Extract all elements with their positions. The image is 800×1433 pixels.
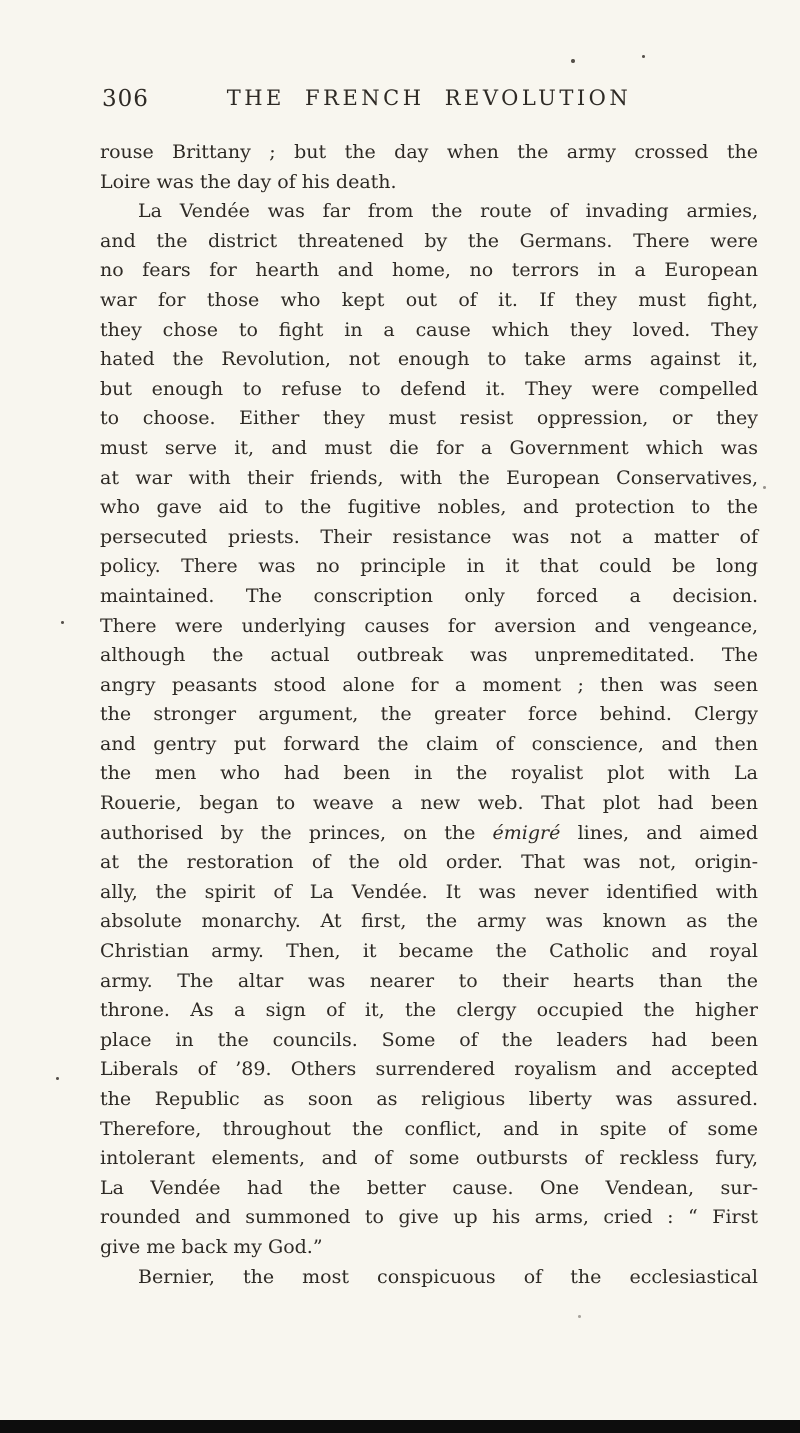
text-run: Therefore, throughout the conflict, and in spite of some [100, 1117, 758, 1140]
text-run: must serve it, and must die for a Government which was [100, 436, 758, 459]
text-run: at war with their friends, with the European Conservatives, [100, 466, 758, 489]
text-run: ally, the spirit of La Vendée. It was never identified with [100, 880, 758, 903]
text-run: intolerant elements, and of some outbursts of reckless fury, [100, 1147, 758, 1170]
text-run: hated the Revolution, not enough to take arms against it, [100, 348, 758, 371]
text-line [100, 996, 758, 1026]
text-line [100, 730, 758, 760]
text-line [100, 848, 758, 878]
text-line [100, 1055, 758, 1085]
text-run: the stronger argument, the greater force behind. Clergy [100, 703, 758, 726]
text-run: persecuted priests. Their resistance was not a matter of [100, 525, 758, 548]
text-line [100, 434, 758, 464]
text-line [100, 612, 758, 642]
text-line [100, 552, 758, 582]
text-run: they chose to fight in a cause which they loved. They [100, 318, 758, 341]
text-line [100, 168, 758, 198]
text-line [100, 819, 758, 849]
text-line [100, 138, 758, 168]
text-line [100, 582, 758, 612]
text-line [100, 523, 758, 553]
page-number: 306 [102, 86, 149, 112]
text-run: Rouerie, began to weave a new web. That plot had been [100, 792, 758, 815]
text-run: although the actual outbreak was unpremeditated. The [100, 644, 758, 667]
text-line [100, 227, 758, 257]
text-run: the men who had been in the royalist plot with La [100, 762, 758, 785]
text-line [100, 1263, 758, 1293]
text-run: but enough to refuse to defend it. They were compelled [100, 377, 758, 400]
text-line [100, 641, 758, 671]
text-line [100, 1026, 758, 1056]
text-run: and gentry put forward the claim of conscience, and then [100, 732, 758, 755]
text-run: angry peasants stood alone for a moment ; then was seen [100, 673, 758, 696]
text-run: La Vendée was far from the route of invading armies, [138, 200, 758, 223]
text-line [100, 1085, 758, 1115]
text-run: lines, and aimed [560, 821, 758, 844]
scan-speck [642, 55, 645, 58]
text-line [100, 316, 758, 346]
text-run: throne. As a sign of it, the clergy occupied the higher [100, 999, 758, 1022]
scan-speck [571, 59, 575, 63]
text-run: maintained. The conscription only forced a decision. [100, 584, 758, 607]
scan-speck [578, 1315, 581, 1318]
text-line [100, 493, 758, 523]
text-line [100, 1233, 758, 1263]
text-run: Bernier, the most conspicuous of the ecclesiastical [138, 1265, 758, 1288]
text-line [100, 464, 758, 494]
text-line [100, 789, 758, 819]
text-line [100, 345, 758, 375]
text-line [100, 878, 758, 908]
running-title: THE FRENCH REVOLUTION [226, 86, 632, 110]
scan-speck [61, 621, 64, 624]
text-run: at the restoration of the old order. That was not, origin- [100, 851, 758, 874]
text-run: who gave aid to the fugitive nobles, and protection to the [100, 496, 758, 519]
text-run: Christian army. Then, it became the Catholic and royal [100, 940, 758, 963]
text-run: army. The altar was nearer to their hearts than the [100, 969, 758, 992]
text-run: no fears for hearth and home, no terrors in a European [100, 259, 758, 282]
text-run: to choose. Either they must resist oppression, or they [100, 407, 758, 430]
text-line [100, 1115, 758, 1145]
text-line [100, 375, 758, 405]
text-line [100, 1203, 758, 1233]
text-line [100, 967, 758, 997]
text-run: rouse Brittany ; but the day when the army crossed the [100, 141, 758, 163]
text-run: La Vendée had the better cause. One Vendean, sur- [100, 1176, 758, 1199]
text-line [100, 256, 758, 286]
text-run: the Republic as soon as religious liberty was assured. [100, 1088, 758, 1110]
text-run: policy. There was no principle in it that could be long [100, 555, 758, 578]
text-line [100, 1174, 758, 1204]
text-run: absolute monarchy. At first, the army was known as the [100, 910, 758, 933]
text-run: Liberals of ’89. Others surrendered royalism and accepted [100, 1058, 758, 1081]
text-line [100, 759, 758, 789]
text-run: rounded and summoned to give up his arms, cried : “ First [100, 1206, 758, 1229]
text-run: Loire was the day of his death. [100, 170, 397, 193]
text-line [100, 286, 758, 316]
text-run: war for those who kept out of it. If they must fight, [100, 288, 758, 311]
text-run: There were underlying causes for aversion and vengeance, [100, 614, 758, 637]
text-line [100, 197, 758, 227]
text-line [100, 1144, 758, 1174]
text-run: authorised by the princes, on the [100, 821, 493, 844]
page-body [100, 138, 758, 1292]
text-run: give me back my God.” [100, 1235, 323, 1258]
scan-speck [763, 486, 766, 489]
scan-speck [56, 1077, 59, 1080]
text-line [100, 937, 758, 967]
page-header [100, 86, 758, 114]
text-run: place in the councils. Some of the leaders had been [100, 1028, 758, 1051]
text-line [100, 404, 758, 434]
text-line [100, 671, 758, 701]
scan-edge-bottom [0, 1420, 800, 1433]
text-line [100, 700, 758, 730]
text-run: and the district threatened by the Germans. There were [100, 229, 758, 252]
emphasized-word: émigré [492, 821, 561, 844]
text-line [100, 907, 758, 937]
